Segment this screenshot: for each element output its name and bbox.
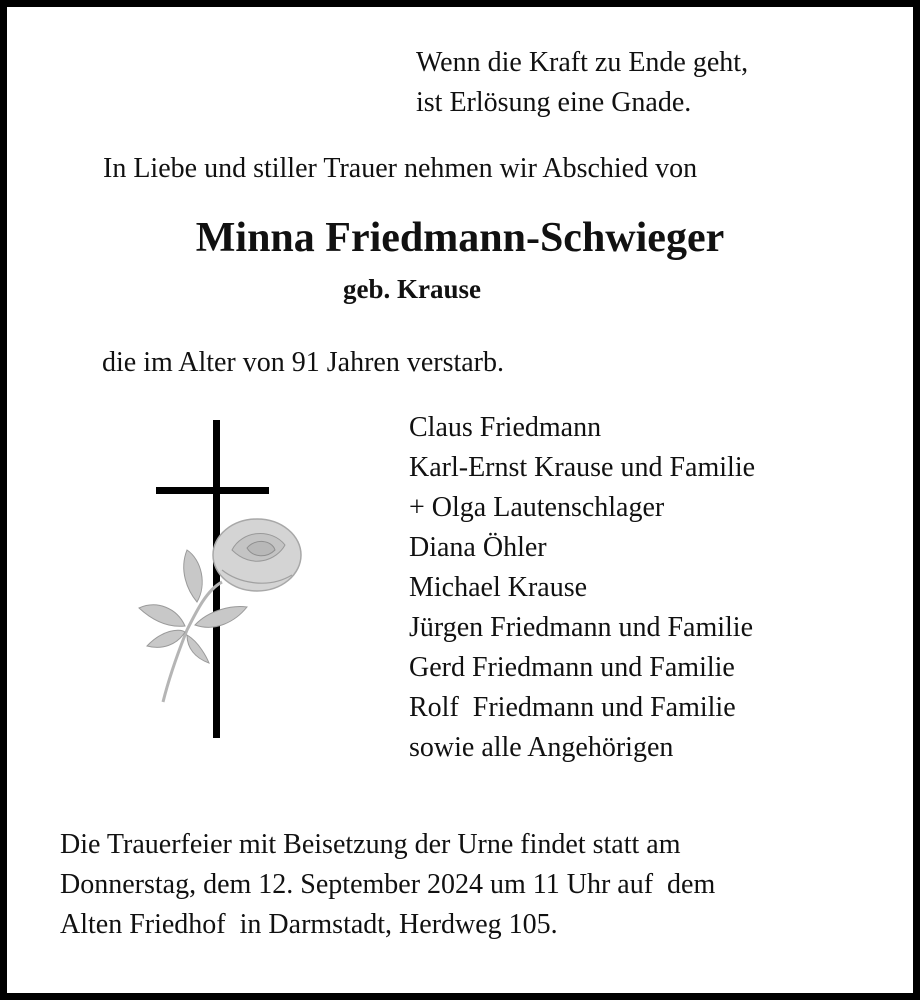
- mourners-list: [409, 408, 755, 768]
- mourner: Claus Friedmann: [409, 412, 602, 443]
- mourner: Rolf Friedmann und Familie: [409, 692, 736, 723]
- mourner: Michael Krause: [409, 572, 588, 603]
- cross-with-rose-icon: [127, 410, 327, 740]
- intro-text: In Liebe und stiller Trauer nehmen wir Abschied von: [103, 153, 698, 184]
- age-line: die im Alter von 91 Jahren verstarb.: [102, 347, 505, 378]
- mourner: sowie alle Angehörigen: [409, 732, 674, 763]
- quote-line-1: Wenn die Kraft zu Ende geht,: [416, 47, 749, 78]
- quote: [416, 43, 748, 123]
- funeral-line-2: Donnerstag, dem 12. September 2024 um 11 Uhr auf dem: [60, 869, 716, 900]
- deceased-name: Minna Friedmann-Schwieger: [195, 215, 725, 261]
- funeral-line-1: Die Trauerfeier mit Beisetzung der Urne findet statt am: [60, 829, 681, 860]
- mourner: Jürgen Friedmann und Familie: [409, 612, 753, 643]
- funeral-info: [60, 825, 715, 945]
- mourner: Gerd Friedmann und Familie: [409, 652, 735, 683]
- mourner: Diana Öhler: [409, 532, 547, 563]
- funeral-line-3: Alten Friedhof in Darmstadt, Herdweg 105.: [60, 909, 558, 940]
- mourner: Karl-Ernst Krause und Familie: [409, 452, 756, 483]
- obituary-notice: [7, 7, 913, 993]
- quote-line-2: ist Erlösung eine Gnade.: [416, 87, 692, 118]
- maiden-name: geb. Krause: [343, 274, 481, 304]
- mourner: + Olga Lautenschlager: [409, 492, 665, 523]
